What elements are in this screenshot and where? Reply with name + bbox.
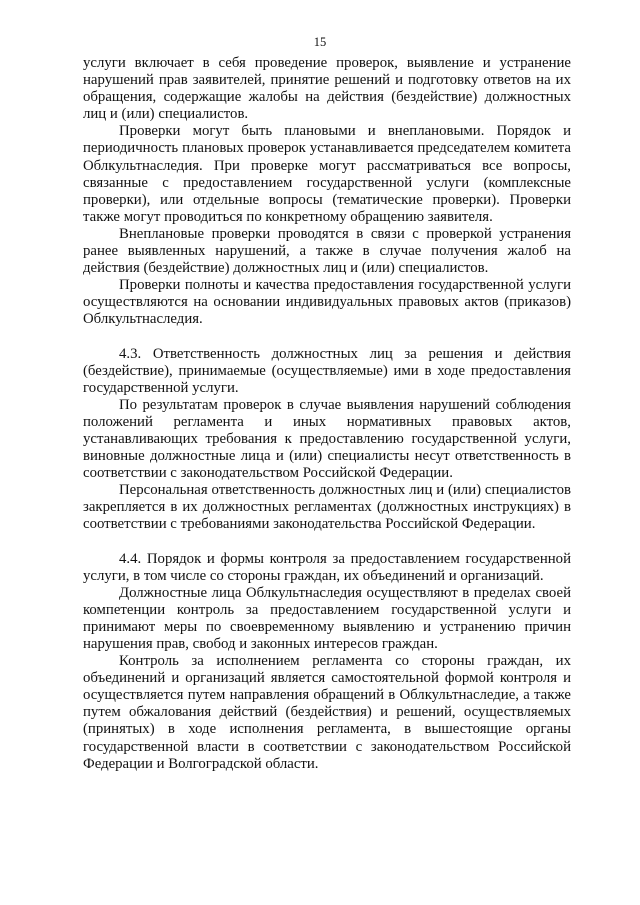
section-heading-4-4: 4.4. Порядок и формы контроля за предоставлением государственной услуги, в том числе со стороны граждан, их объединений и организаций.: [83, 550, 571, 584]
section-heading-4-3: 4.3. Ответственность должностных лиц за решения и действия (бездействие), принимаемые (осуществляемые) ими в ходе предоставления государственной услуги.: [83, 345, 571, 396]
page-number: 15: [313, 35, 327, 49]
paragraph-personal-responsibility: Персональная ответственность должностных лиц и (или) специалистов закрепляется в их должностных регламентах (должностных инструкциях) в соответствии с требованиями законодательства Российской Федерации.: [83, 482, 571, 533]
paragraph-services-continuation: услуги включает в себя проведение проверок, выявление и устранение нарушений прав заявителей, принятие решений и подготовку ответов на их обращения, содержащие жалобы на действия (бездействие) должностных лиц и (или) специалистов.: [83, 55, 571, 123]
paragraph-responsibility: По результатам проверок в случае выявления нарушений соблюдения положений регламента и иных нормативных правовых актов, устанавливающих требования к предоставлению государственной услуги, виновные должностные лица и (или) специалисты несут ответственность в соответствии с законодательством Российской Федерации.: [83, 396, 571, 482]
document-body: [83, 55, 571, 773]
paragraph-public-control: Контроль за исполнением регламента со стороны граждан, их объединений и организаций является самостоятельной формой контроля и осуществляется путем направления обращений в Облкультнаследие, а также путем обжалования действий (бездействия) и решений, осуществляемых (принятых) в ходе исполнения регламента, в вышестоящие органы государственной власти в соответствии с законодательством Российской Федерации и Волгоградской области.: [83, 653, 571, 772]
paragraph-unscheduled-inspections: Внеплановые проверки проводятся в связи с проверкой устранения ранее выявленных нарушений, а также в случае получения жалоб на действия (бездействие) должностных лиц и (или) специалистов.: [83, 225, 571, 277]
paragraph-inspection-basis: Проверки полноты и качества предоставления государственной услуги осуществляются на основании индивидуальных правовых актов (приказов) Облкультнаследия.: [83, 277, 571, 328]
paragraph-inspection-types: Проверки могут быть плановыми и внеплановыми. Порядок и периодичность плановых проверок устанавливается председателем комитета Облкультнаследия. При проверке могут рассматриваться все вопросы, связанные с предоставлением государственной услуги (комплексные проверки), или отдельные вопросы (тематические проверки). Проверки также могут проводиться по конкретному обращению заявителя.: [83, 123, 571, 225]
paragraph-officials-control: Должностные лица Облкультнаследия осуществляют в пределах своей компетенции контроль за предоставлением государственной услуги и принимают меры по своевременному выявлению и устранению причин нарушения прав, свобод и законных интересов граждан.: [83, 584, 571, 652]
